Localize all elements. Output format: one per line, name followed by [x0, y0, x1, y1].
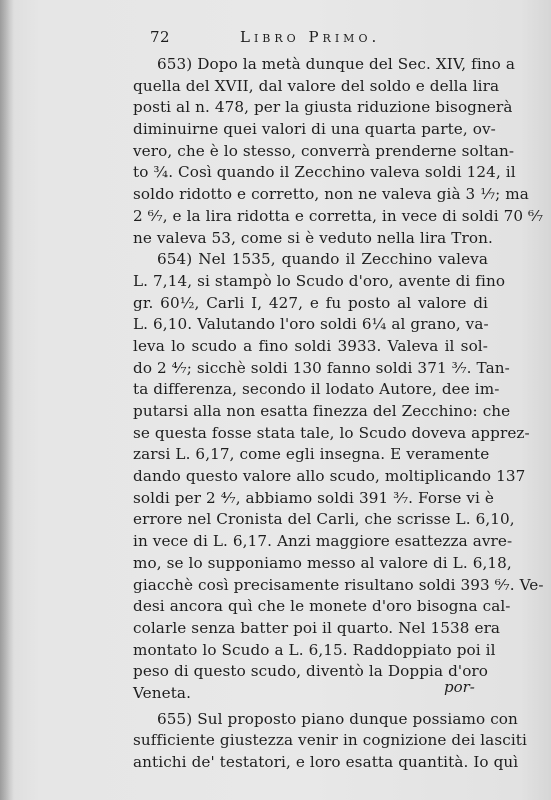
text-line: 2 ⁶⁄₇, e la lira ridotta e corretta, in vece di soldi 70 ⁶⁄₇ [133, 206, 544, 225]
text-line: gr. 60½, Carli I, 427, e fu posto al valore di [133, 293, 488, 312]
text-line: 653) Dopo la metà dunque del Sec. XIV, fino a [157, 55, 515, 73]
text-line: sufficiente giustezza venir in cognizione dei lasciti [133, 731, 527, 750]
text-line: soldi per 2 ⁴⁄₇, abbiamo soldi 391 ³⁄₇. Forse vi è [133, 488, 495, 507]
text-line: leva lo scudo a fino soldi 3933. Valeva il sol- [133, 336, 488, 355]
text-line: montato lo Scudo a L. 6,15. Raddoppiato poi il [133, 640, 496, 659]
text-line: L. 6,10. Valutando l'oro soldi 6¼ al grano, va- [133, 315, 489, 334]
text-line: 654) Nel 1535, quando il Zecchino valeva [157, 250, 488, 269]
text-line: se questa fosse stata tale, lo Scudo doveva apprez- [133, 423, 530, 442]
text-line: do 2 ⁴⁄₇; sicchè soldi 130 fanno soldi 371 ³⁄₇. Tan- [133, 358, 510, 377]
text-line: putarsi alla non esatta finezza del Zecchino: che [133, 402, 511, 420]
text-line: posti al n. 478, per la giusta riduzione bisognerà [133, 98, 513, 117]
text-line: peso di questo scudo, diventò la Doppia d'oro [133, 662, 489, 681]
text-line: desi ancora quì che le monete d'oro bisogna cal- [133, 597, 511, 616]
text-line: to ¾. Così quando il Zecchino valeva soldi 124, il [133, 163, 516, 182]
paragraph-653 [133, 54, 544, 249]
gutter-shadow [0, 0, 14, 800]
text-line: mo, se lo supponiamo messo al valore di L. 6,18, [133, 553, 512, 572]
paragraph-654 [133, 249, 544, 704]
text-line: zarsi L. 6,17, come egli insegna. E veramente [133, 445, 490, 464]
text-line: in vece di L. 6,17. Anzi maggiore esattezza avre- [133, 532, 513, 551]
text-line: L. 7,14, si stampò lo Scudo d'oro, avente di fino [133, 271, 506, 290]
text-line: colarle senza batter poi il quarto. Nel 1538 era [133, 618, 501, 637]
text-line: antichi de' testatori, e loro esatta quantità. Io quì [133, 753, 519, 771]
text-line: dando questo valore allo scudo, moltiplicando 137 [133, 467, 526, 486]
text-line: Veneta. [133, 683, 192, 702]
text-line: giacchè così precisamente risultano soldi 393 ⁶⁄₇. Ve- [133, 575, 544, 594]
page-number: 72 [150, 28, 171, 46]
text-line: quella del XVII, dal valore del soldo e della lira [133, 76, 500, 95]
paragraph-655 [133, 709, 527, 774]
text-line: 655) Sul proposto piano dunque possiamo con [157, 709, 518, 728]
text-line: diminuirne quei valori di una quarta parte, ov- [133, 120, 496, 139]
text-line: errore nel Cronista del Carli, che scrisse L. 6,10, [133, 510, 515, 529]
text-line: vero, che è lo stesso, converrà prenderne soltan- [133, 141, 515, 160]
text-line: ta differenza, secondo il lodato Autore, dee im- [133, 380, 500, 399]
page-header [150, 28, 490, 50]
running-head: Libro Primo. [240, 28, 381, 46]
text-line: soldo ridotto e corretto, non ne valeva già 3 ⅐; ma [133, 185, 529, 204]
catchword: por- [444, 678, 475, 696]
body-text [133, 54, 544, 774]
text-line: ne valeva 53, come si è veduto nella lira Tron. [133, 228, 493, 247]
